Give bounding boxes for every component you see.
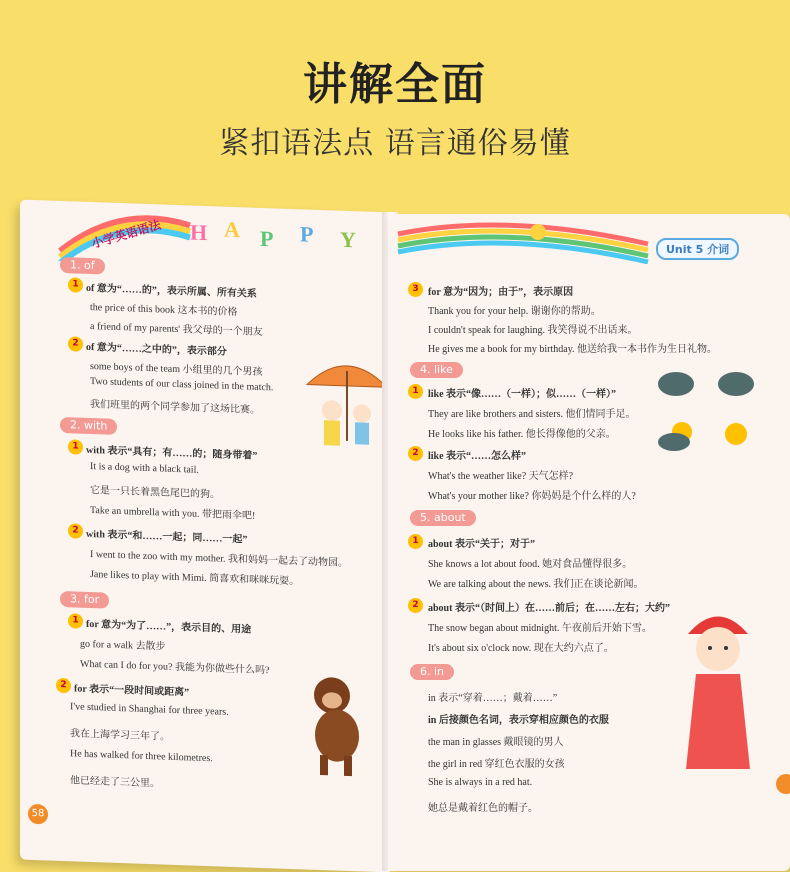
rule-text: about 表示“关于；对于”	[428, 539, 535, 550]
example-line: The snow began about midnight. 午夜前后开始下雪。	[428, 623, 652, 634]
example-line: 它是一只长着黑色尾巴的狗。	[90, 484, 220, 501]
page-edge-badge	[776, 774, 790, 794]
right-page	[388, 214, 790, 871]
letter-p2: P	[300, 221, 314, 247]
umbrella-kids-illustration	[302, 349, 390, 472]
section-heading-in: 6. in	[410, 664, 454, 680]
example-line: in 后接颜色名词，表示穿相应颜色的衣服	[428, 715, 609, 726]
section-heading-for: 3. for	[60, 591, 109, 609]
rule-text: in 表示“穿着……；戴着……”	[428, 693, 558, 704]
example-line: What's the weather like? 天气怎样?	[428, 471, 574, 482]
example-line: the man in glasses 戴眼镜的男人	[428, 737, 564, 748]
example-line: She is always in a red hat.	[428, 777, 533, 788]
example-line: What's your mother like? 你妈妈是个什么样的人?	[428, 491, 636, 502]
example-line: He looks like his father. 他长得像他的父亲。	[428, 429, 616, 440]
monkey-illustration	[292, 669, 382, 782]
weather-icons	[654, 364, 764, 464]
example-line: 我在上海学习三年了。	[70, 728, 170, 743]
example-line: some boys of the team 小组里的几个男孩	[90, 360, 263, 379]
example-line: 她总是戴着红色的帽子。	[428, 803, 538, 814]
section-heading-with: 2. with	[60, 417, 117, 435]
page-number-badge: 58	[28, 804, 48, 825]
example-line: Jane likes to play with Mimi. 简喜欢和咪咪玩耍。	[90, 568, 300, 588]
rule-text: for 意为“为了……”，表示目的、用途	[86, 618, 252, 636]
example-line: It's about six o'clock now. 现在大约六点了。	[428, 643, 614, 654]
item-badge: 2	[68, 523, 83, 539]
example-line: go for a walk 去散步	[80, 638, 166, 653]
banner-title: 小学英语语法	[89, 217, 163, 251]
letter-h: H	[190, 219, 208, 246]
section-heading-like: 4. like	[410, 362, 463, 378]
rule-text: like 表示“……怎么样”	[428, 451, 527, 462]
letter-p1: P	[260, 225, 274, 252]
example-line: She knows a lot about food. 她对食品懂得很多。	[428, 559, 633, 570]
unit-tag: Unit 5 介词	[656, 238, 739, 260]
example-line: the price of this book 这本书的价格	[90, 301, 238, 319]
page-title: 讲解全面	[303, 59, 487, 110]
letter-a: A	[224, 216, 240, 243]
rule-text: like 表示“像……（一样）；似……（一样）”	[428, 389, 617, 400]
rule-text: for 意为“因为；由于”，表示原因	[428, 287, 574, 298]
rule-text: about 表示“（时间上）在……前后；在……左右；大约”	[428, 603, 670, 614]
item-badge: 1	[408, 534, 423, 549]
example-line: Two students of our class joined in the match.	[90, 375, 274, 394]
rule-text: with 表示“具有；有……的；随身带着”	[86, 444, 258, 462]
rule-text: of 意为“……的”，表示所属、所有关系	[86, 282, 257, 300]
example-line: I couldn't speak for laughing. 我笑得说不出话来。	[428, 325, 638, 336]
item-badge: 1	[68, 439, 83, 455]
example-line: It is a dog with a black tail.	[90, 460, 199, 476]
rule-text: with 表示“和……一起；同……一起”	[86, 528, 248, 546]
section-heading-about: 5. about	[410, 510, 476, 526]
open-book	[12, 186, 790, 871]
example-line: 他已经走了三公里。	[70, 775, 160, 790]
left-page	[20, 200, 390, 872]
page-subtitle: 紧扣语法点 语言通俗易懂	[219, 126, 571, 161]
example-line: Take an umbrella with you. 带把雨伞吧!	[90, 504, 256, 522]
example-line: I went to the zoo with my mother. 我和妈妈一起去了动物园。	[90, 548, 349, 569]
item-badge: 2	[68, 336, 83, 352]
rule-text: for 表示“一段时间或距离”	[74, 683, 190, 699]
example-line: We are talking about the news. 我们正在谈论新闻。	[428, 579, 644, 590]
example-line: the girl in red 穿红色衣服的女孩	[428, 759, 565, 770]
rule-text: of 意为“……之中的”，表示部分	[86, 341, 227, 358]
section-heading-of: 1. of	[60, 257, 105, 275]
example-line: He gives me a book for my birthday. 他送给我一本书作为生日礼物。	[428, 344, 718, 355]
item-badge: 1	[68, 613, 83, 629]
item-badge: 2	[408, 598, 423, 613]
example-line: They are like brothers and sisters. 他们情同手足。	[428, 409, 636, 420]
letter-y: Y	[340, 226, 356, 253]
example-line: What can I do for you? 我能为你做些什么吗?	[80, 658, 270, 677]
item-badge: 2	[56, 678, 71, 694]
girl-in-red-illustration	[668, 604, 768, 774]
example-line: I've studied in Shanghai for three years.	[70, 701, 229, 718]
item-badge: 1	[408, 384, 423, 399]
example-line: a friend of my parents' 我父母的一个朋友	[90, 320, 263, 339]
item-badge: 1	[68, 277, 83, 293]
example-line: Thank you for your help. 谢谢你的帮助。	[428, 306, 601, 317]
item-badge: 2	[408, 446, 423, 461]
item-badge: 3	[408, 282, 423, 297]
example-line: 我们班里的两个同学参加了这场比赛。	[90, 398, 260, 416]
example-line: He has walked for three kilometres.	[70, 748, 213, 765]
